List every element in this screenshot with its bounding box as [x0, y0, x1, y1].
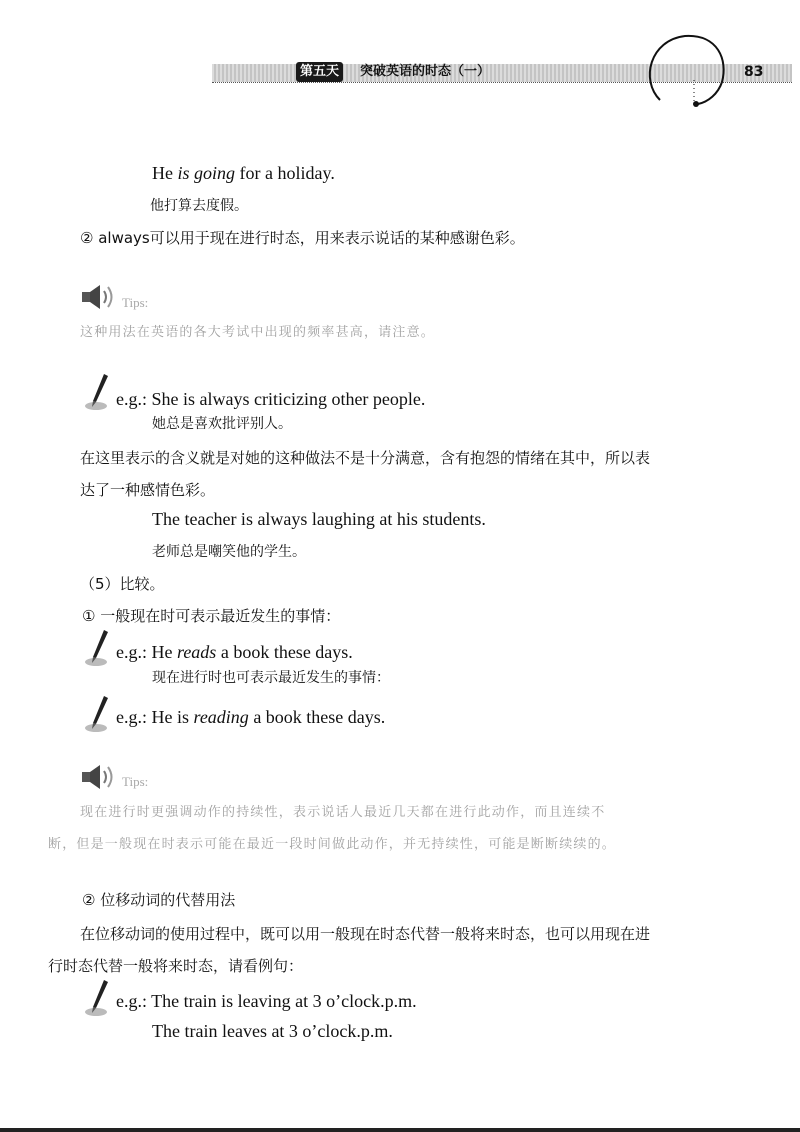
example-sentence-train-leaving: e.g.: The train is leaving at 3 o’clock.p.m. [116, 991, 417, 1011]
text-run: e.g.: He [116, 642, 177, 662]
pen-icon [84, 628, 112, 668]
translation-criticizing: 她总是喜欢批评别人。 [152, 416, 292, 432]
comparison-point-2: ② 位移动词的代替用法 [82, 891, 236, 909]
paragraph-line: 达了一种感情色彩。 [80, 481, 216, 499]
paragraph-line: 在这里表示的含义就是对她的这种做法不是十分满意，含有抱怨的情绪在其中，所以表 [80, 449, 651, 467]
translation-teacher: 老师总是嘲笑他的学生。 [152, 544, 306, 560]
example-sentence-train-leaves: The train leaves at 3 o’clock.p.m. [152, 1021, 393, 1041]
text-run: a book these days. [216, 642, 353, 662]
tips-text: 断，但是一般现在时表示可能在最近一段时间做此动作，并无持续性，可能是断断续续的。 [48, 837, 617, 852]
chapter-badge: 第五天 [296, 62, 343, 82]
paragraph-line: 行时态代替一般将来时态，请看例句： [48, 957, 304, 975]
tips-text: 这种用法在英语的各大考试中出现的频率甚高，请注意。 [80, 325, 436, 340]
pen-icon [84, 372, 112, 412]
example-sentence-holiday [152, 162, 335, 184]
italic-verb: is going [177, 163, 236, 183]
tips-text: 现在进行时更强调动作的持续性，表示说话人最近几天都在进行此动作，而且连续不 [80, 805, 606, 820]
rule-always: ② always可以用于现在进行时态，用来表示说话的某种感谢色彩。 [80, 229, 525, 247]
example-sentence-reads [116, 641, 353, 663]
text-run: e.g.: He is [116, 707, 194, 727]
italic-verb: reading [193, 707, 249, 727]
example-sentence-reading [116, 706, 385, 728]
bottom-rule [0, 1128, 800, 1132]
page-number: 83 [744, 64, 764, 80]
section-heading-comparison: （5）比较。 [80, 575, 165, 593]
header-ornament-icon [640, 30, 730, 110]
speaker-icon [80, 282, 118, 312]
comparison-point-1: ① 一般现在时可表示最近发生的事情： [82, 607, 341, 625]
translation-holiday: 他打算去度假。 [150, 198, 248, 214]
pen-icon [84, 694, 112, 734]
text-run: a book these days. [248, 707, 386, 727]
example-sentence-criticizing: e.g.: She is always criticizing other people. [116, 389, 426, 409]
text-run: He [152, 163, 178, 183]
pen-icon [84, 978, 112, 1018]
text-run: for a holiday. [235, 163, 335, 183]
chapter-title: 突破英语的时态（一） [360, 64, 491, 79]
speaker-icon [80, 762, 118, 792]
italic-verb: reads [176, 642, 217, 662]
comparison-point-1b: 现在进行时也可表示最近发生的事情： [152, 670, 390, 686]
tips-label: Tips: [122, 774, 149, 789]
tips-label: Tips: [122, 295, 149, 310]
example-sentence-teacher: The teacher is always laughing at his students. [152, 509, 486, 529]
paragraph-line: 在位移动词的使用过程中，既可以用一般现在时态代替一般将来时态，也可以用现在进 [80, 925, 651, 943]
